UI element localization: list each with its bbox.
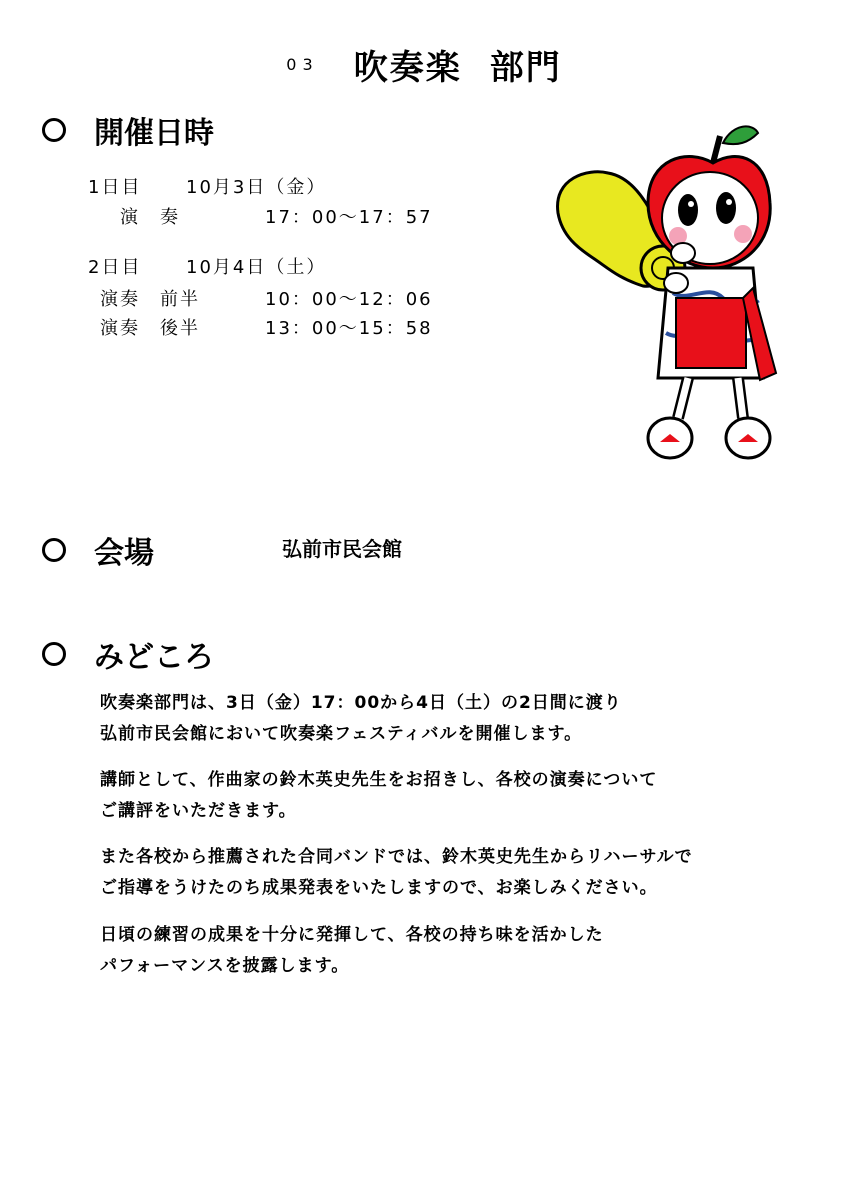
left-eye bbox=[678, 194, 698, 226]
highlight-paragraph: また各校から推薦された合同バンドでは、鈴木英史先生からリハーサルで ご指導をうけたのち成果発表をいたしますので、お楽しみください。 bbox=[100, 847, 693, 898]
section-number: 03 bbox=[286, 55, 319, 74]
circle-bullet-icon bbox=[42, 538, 66, 562]
day1-date: 10月3日（金） bbox=[186, 177, 327, 198]
title-sub: 部門 bbox=[489, 48, 562, 88]
apple-mascot-illustration bbox=[548, 118, 778, 463]
day2-item-time: 13：00～15：58 bbox=[265, 318, 433, 339]
right-cheek bbox=[734, 225, 752, 243]
title-main: 吹奏楽 bbox=[353, 48, 462, 88]
highlights-heading: みどころ bbox=[42, 632, 214, 676]
venue-heading: 会場 bbox=[42, 528, 154, 572]
day1-item-time: 17：00～17：57 bbox=[265, 207, 433, 228]
red-sash bbox=[676, 298, 746, 368]
highlight-paragraph: 吹奏楽部門は、3日（金）17：00から4日（土）の2日間に渡り 弘前市民会館において吹奏楽フェスティバルを開催します。 bbox=[100, 693, 622, 744]
circle-bullet-icon bbox=[42, 642, 66, 666]
day2-item-name: 演奏 後半 bbox=[100, 318, 200, 339]
right-eye bbox=[716, 192, 736, 224]
day1-item-name: 演 奏 bbox=[120, 207, 180, 228]
day1-label: 1日目 bbox=[88, 177, 142, 198]
leaf bbox=[723, 126, 758, 144]
venue-value: 弘前市民会館 bbox=[282, 537, 402, 561]
schedule-heading: 開催日時 bbox=[42, 108, 214, 152]
circle-bullet-icon bbox=[42, 118, 66, 142]
highlight-paragraph: 日頃の練習の成果を十分に発揮して、各校の持ち味を活かした パフォーマンスを披露します。 bbox=[100, 925, 604, 976]
page-title bbox=[0, 40, 848, 89]
day2-item-name: 演奏 前半 bbox=[100, 289, 200, 310]
day2-item-time: 10：00～12：06 bbox=[265, 289, 433, 310]
day2-label: 2日目 bbox=[88, 257, 142, 278]
day2-date: 10月4日（土） bbox=[186, 257, 327, 278]
highlight-paragraph: 講師として、作曲家の鈴木英史先生をお招きし、各校の演奏について ご講評をいただきます。 bbox=[100, 770, 658, 821]
